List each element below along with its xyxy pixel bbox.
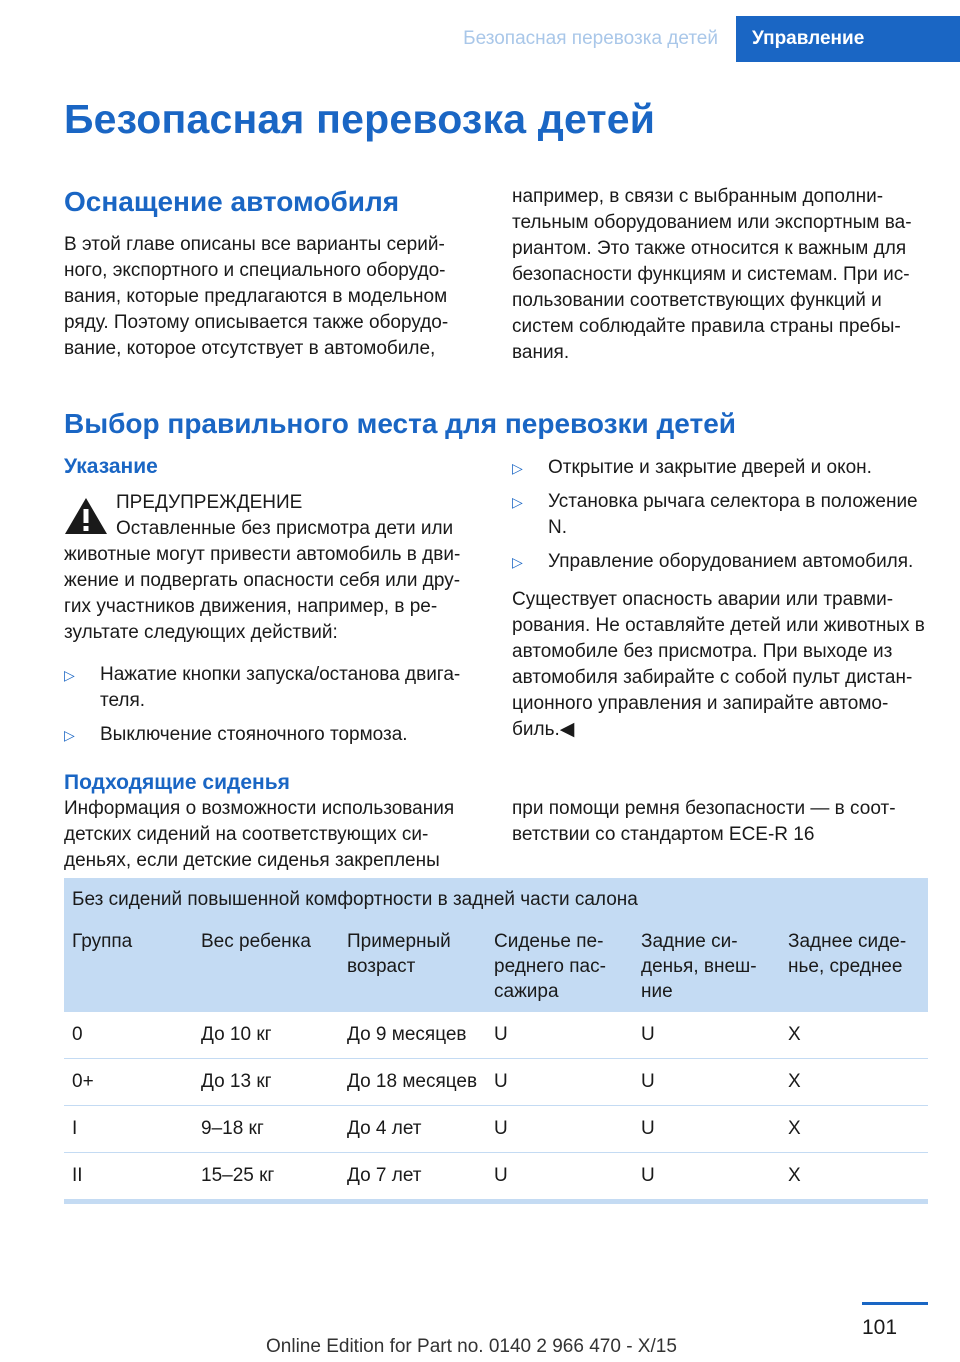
list-item: ▷ Управление оборудованием автомобиля. (512, 549, 928, 575)
note-heading: Указание (64, 455, 158, 478)
seat-choice-heading: Выбор правильного места для перевозки детей (64, 408, 736, 439)
suitable-seats-text-left: Информация о возможности использования детских сидений на соответствующих сиденьях, если детские сиденья закреплены (64, 798, 455, 871)
table-cell: До 10 кг (193, 1012, 339, 1059)
danger-text: Существует опасность аварии или травмирования. Не оставляйте детей или животных в автомобиле без присмотра. При выходе из автомобиля забирайте с собой пульт дистанционного управления и запирайте автомобиль.◀ (512, 589, 925, 740)
triangle-right-icon: ▷ (64, 667, 75, 683)
triangle-right-icon: ▷ (512, 554, 523, 570)
table-caption: Без сидений повышенной комфортности в задней части салона (64, 878, 928, 921)
table-cell: X (780, 1106, 928, 1153)
table-cell: U (633, 1106, 780, 1153)
page-number: 101 (862, 1316, 898, 1339)
table-cell: До 13 кг (193, 1059, 339, 1106)
table-cell: 0+ (64, 1059, 193, 1106)
table-cell: 9–18 кг (193, 1106, 339, 1153)
column-header: Заднее сиденье, среднее (780, 921, 928, 1012)
table-row (64, 1059, 928, 1106)
table-cell: I (64, 1106, 193, 1153)
column-header: Задние сиденья, внешние (633, 921, 780, 1012)
table-cell: U (633, 1059, 780, 1106)
warning-block-continued (512, 451, 928, 743)
table-row (64, 1153, 928, 1202)
table-cell: До 7 лет (339, 1153, 486, 1202)
edition-note: Online Edition for Part no. 0140 2 966 470 - X/15 (266, 1336, 677, 1357)
warning-block (64, 490, 478, 748)
table-cell: 0 (64, 1012, 193, 1059)
list-item: ▷ Выключение стояночного тормоза. (64, 722, 478, 748)
triangle-right-icon: ▷ (512, 494, 523, 510)
suitable-seats-text-right: при помощи ремня безопасности — в соответствии со стандартом ECE-R 16 (512, 798, 896, 845)
table-cell: X (780, 1012, 928, 1059)
triangle-right-icon: ▷ (64, 727, 75, 743)
column-header: Сиденье переднего пассажира (486, 921, 633, 1012)
child-seat-table (64, 878, 928, 1204)
page-title: Безопасная перевозка детей (64, 96, 656, 142)
equipment-heading: Оснащение автомобиля (64, 186, 400, 217)
table-cell: 15–25 кг (193, 1153, 339, 1202)
table-cell: U (633, 1153, 780, 1202)
table-cell: X (780, 1059, 928, 1106)
table-cell: X (780, 1153, 928, 1202)
table-cell: II (64, 1153, 193, 1202)
table-cell: U (486, 1153, 633, 1202)
table-header-row (64, 921, 928, 1012)
table-cell: До 4 лет (339, 1106, 486, 1153)
column-header: Группа (64, 921, 193, 1012)
suitable-seats-heading: Подходящие сиденья (64, 771, 290, 794)
list-item: ▷ Открытие и закрытие дверей и окон. (512, 455, 928, 481)
running-header (445, 16, 960, 62)
table-cell: До 18 месяцев (339, 1059, 486, 1106)
table-cell: U (486, 1059, 633, 1106)
list-item: ▷ Установка рычага селектора в положение N. (512, 489, 928, 541)
warning-triangle-icon (64, 496, 108, 536)
triangle-right-icon: ▷ (512, 460, 523, 476)
equipment-text-right: например, в связи с выбранным дополнительным оборудованием или экспортным вариантом. Это также относится к важным для безопасности функциям и системам. При использовании соответствующих функций и систем соблюдайте правила страны пребывания. (512, 186, 912, 363)
warning-title: ПРЕДУПРЕЖДЕНИЕ (116, 492, 303, 513)
table-cell: До 9 месяцев (339, 1012, 486, 1059)
warning-body: Оставленные без присмотра дети или животные могут привести автомобиль в движение и подвергать опасности себя или других участников движения, например, в результате следующих действий: (64, 518, 461, 643)
table-caption-row (64, 878, 928, 921)
footer-rule (862, 1302, 928, 1305)
column-header: Примерный возраст (339, 921, 486, 1012)
table-row (64, 1012, 928, 1059)
section-tab: Управление (736, 16, 960, 62)
table-cell: U (486, 1106, 633, 1153)
breadcrumb: Безопасная перевозка детей (463, 28, 718, 49)
table-cell: U (486, 1012, 633, 1059)
column-header: Вес ребенка (193, 921, 339, 1012)
table-row (64, 1106, 928, 1153)
table-cell: U (633, 1012, 780, 1059)
equipment-text-left: В этой главе описаны все варианты серийного, экспортного и специального оборудования, которые предлагаются в модельном ряду. Поэтому описывается также оборудование, которое отсутствует в автомобиле, (64, 234, 449, 359)
list-item: ▷ Нажатие кнопки запуска/останова двигателя. (64, 662, 478, 714)
